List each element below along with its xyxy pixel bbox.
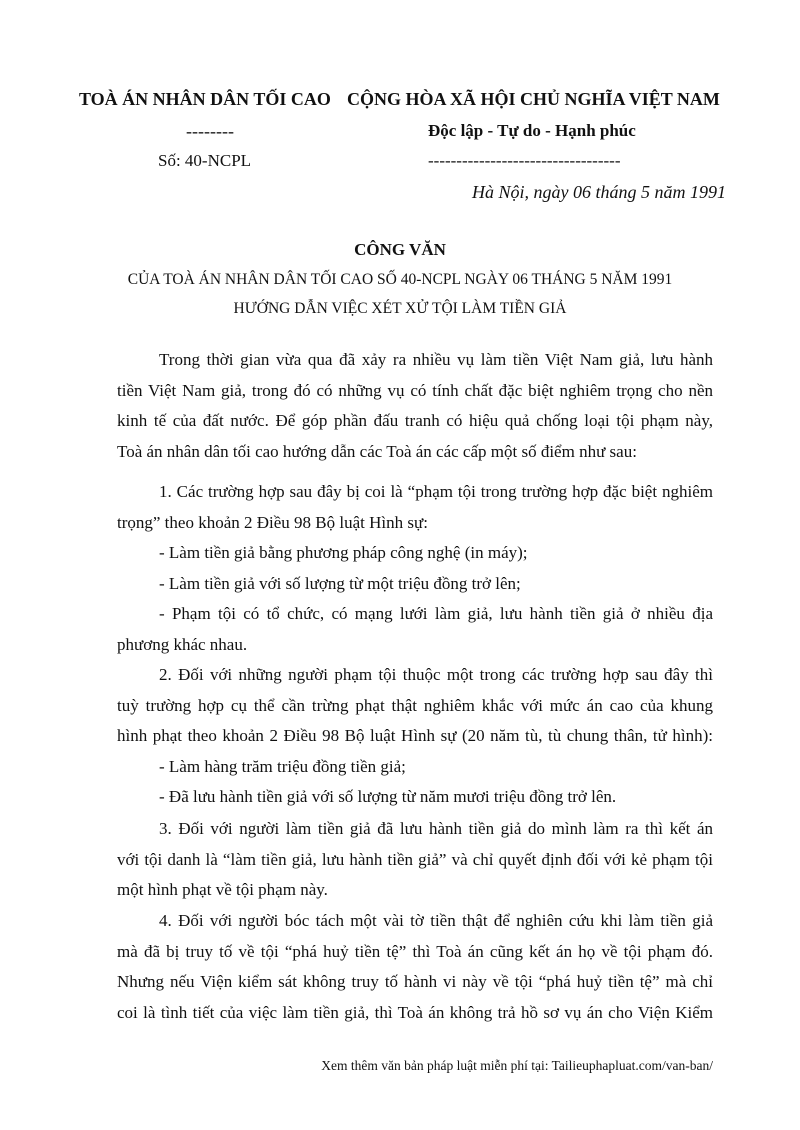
- intro-line: tiền Việt Nam giả, trong đó có những vụ có tính chất đặc biệt nghiêm trọng cho nền: [117, 380, 713, 400]
- section-2-item: - Làm hàng trăm triệu đồng tiền giả;: [159, 756, 406, 776]
- footer-source-note: Xem thêm văn bản pháp luật miễn phí tại: Tailieuphapluat.com/van-ban/: [321, 1058, 713, 1073]
- document-number: Số: 40-NCPL: [158, 151, 252, 170]
- section-1: [117, 477, 713, 660]
- intro-line: kinh tế của đất nước. Để góp phần đấu tranh có hiệu quả chống loại tội phạm này,: [117, 411, 713, 430]
- section-4-line: Nhưng nếu Viện kiểm sát không truy tố hành vi này về tội “phá huỷ tiền tệ” mà chỉ: [117, 972, 713, 991]
- national-motto: Độc lập - Tự do - Hạnh phúc: [428, 121, 636, 140]
- document-subtitle-line-1: CỦA TOÀ ÁN NHÂN DÂN TỐI CAO SỐ 40-NCPL NGÀY 06 THÁNG 5 NĂM 1991: [127, 271, 673, 288]
- section-1-line: phương khác nhau.: [117, 634, 248, 654]
- place-and-date: Hà Nội, ngày 06 tháng 5 năm 1991: [472, 182, 726, 202]
- issuing-authority: TOÀ ÁN NHÂN DÂN TỐI CAO: [79, 89, 331, 109]
- section-1-item: - Làm tiền giả với số lượng từ một triệu đồng trở lên;: [159, 573, 521, 593]
- intro-line: Trong thời gian vừa qua đã xảy ra nhiều vụ làm tiền Việt Nam giả, lưu hành: [159, 350, 713, 369]
- section-3-line: 3. Đối với người làm tiền giả đã lưu hành tiền giả do mình làm ra thì kết án: [159, 819, 713, 838]
- section-1-line: trọng” theo khoản 2 Điều 98 Bộ luật Hình sự:: [117, 512, 428, 532]
- section-1-line: 1. Các trường hợp sau đây bị coi là “phạm tội trong trường hợp đặc biệt nghiêm: [159, 482, 713, 501]
- section-1-item: - Làm tiền giả bằng phương pháp công nghệ (in máy);: [159, 543, 528, 562]
- document-type-title: CÔNG VĂN: [354, 240, 446, 259]
- section-3-line: một hình phạt về tội phạm này.: [117, 880, 328, 899]
- section-1-item: - Phạm tội có tổ chức, có mạng lưới làm giả, lưu hành tiền giả ở nhiều địa: [159, 604, 713, 623]
- document-subtitle-line-2: HƯỚNG DẪN VIỆC XÉT XỬ TỘI LÀM TIỀN GIẢ: [233, 300, 567, 317]
- section-2-line: hình phạt theo khoản 2 Điều 98 Bộ luật Hình sự (20 năm tù, tù chung thân, tử hình):: [117, 726, 713, 745]
- section-2-line: 2. Đối với những người phạm tội thuộc một trong các trường hợp sau đây thì: [159, 665, 713, 684]
- section-3: [117, 814, 713, 906]
- national-title: CỘNG HÒA XÃ HỘI CHỦ NGHĨA VIỆT NAM: [347, 89, 720, 109]
- motto-separator: ----------------------------------: [428, 151, 621, 170]
- intro-paragraph: [117, 345, 713, 467]
- section-2-item: - Đã lưu hành tiền giả với số lượng từ năm mươi triệu đồng trở lên.: [159, 787, 617, 806]
- section-4-line: coi là tình tiết của việc làm tiền giả, thì Toà án không trả hồ sơ vụ án cho Viện Kiểm: [117, 1002, 713, 1022]
- section-3-line: với tội danh là “làm tiền giả, lưu hành tiền giả” và chỉ quyết định đối với kẻ phạm tội: [117, 849, 713, 869]
- section-4-line: 4. Đối với người bóc tách một vài tờ tiền thật để nghiên cứu khi làm tiền giả: [159, 911, 713, 930]
- section-4: [117, 906, 713, 1028]
- authority-separator: --------: [186, 121, 234, 141]
- intro-line: Toà án nhân dân tối cao hướng dẫn các Toà án các cấp một số điểm như sau:: [117, 441, 637, 461]
- section-2-line: tuỳ trường hợp cụ thể cần trừng phạt thật nghiêm khắc với mức án cao của khung: [117, 695, 713, 715]
- section-2: [117, 660, 713, 813]
- section-4-line: mà đã bị truy tố về tội “phá huỷ tiền tệ” thì Toà án cũng kết án họ về tội phạm đó.: [117, 941, 713, 961]
